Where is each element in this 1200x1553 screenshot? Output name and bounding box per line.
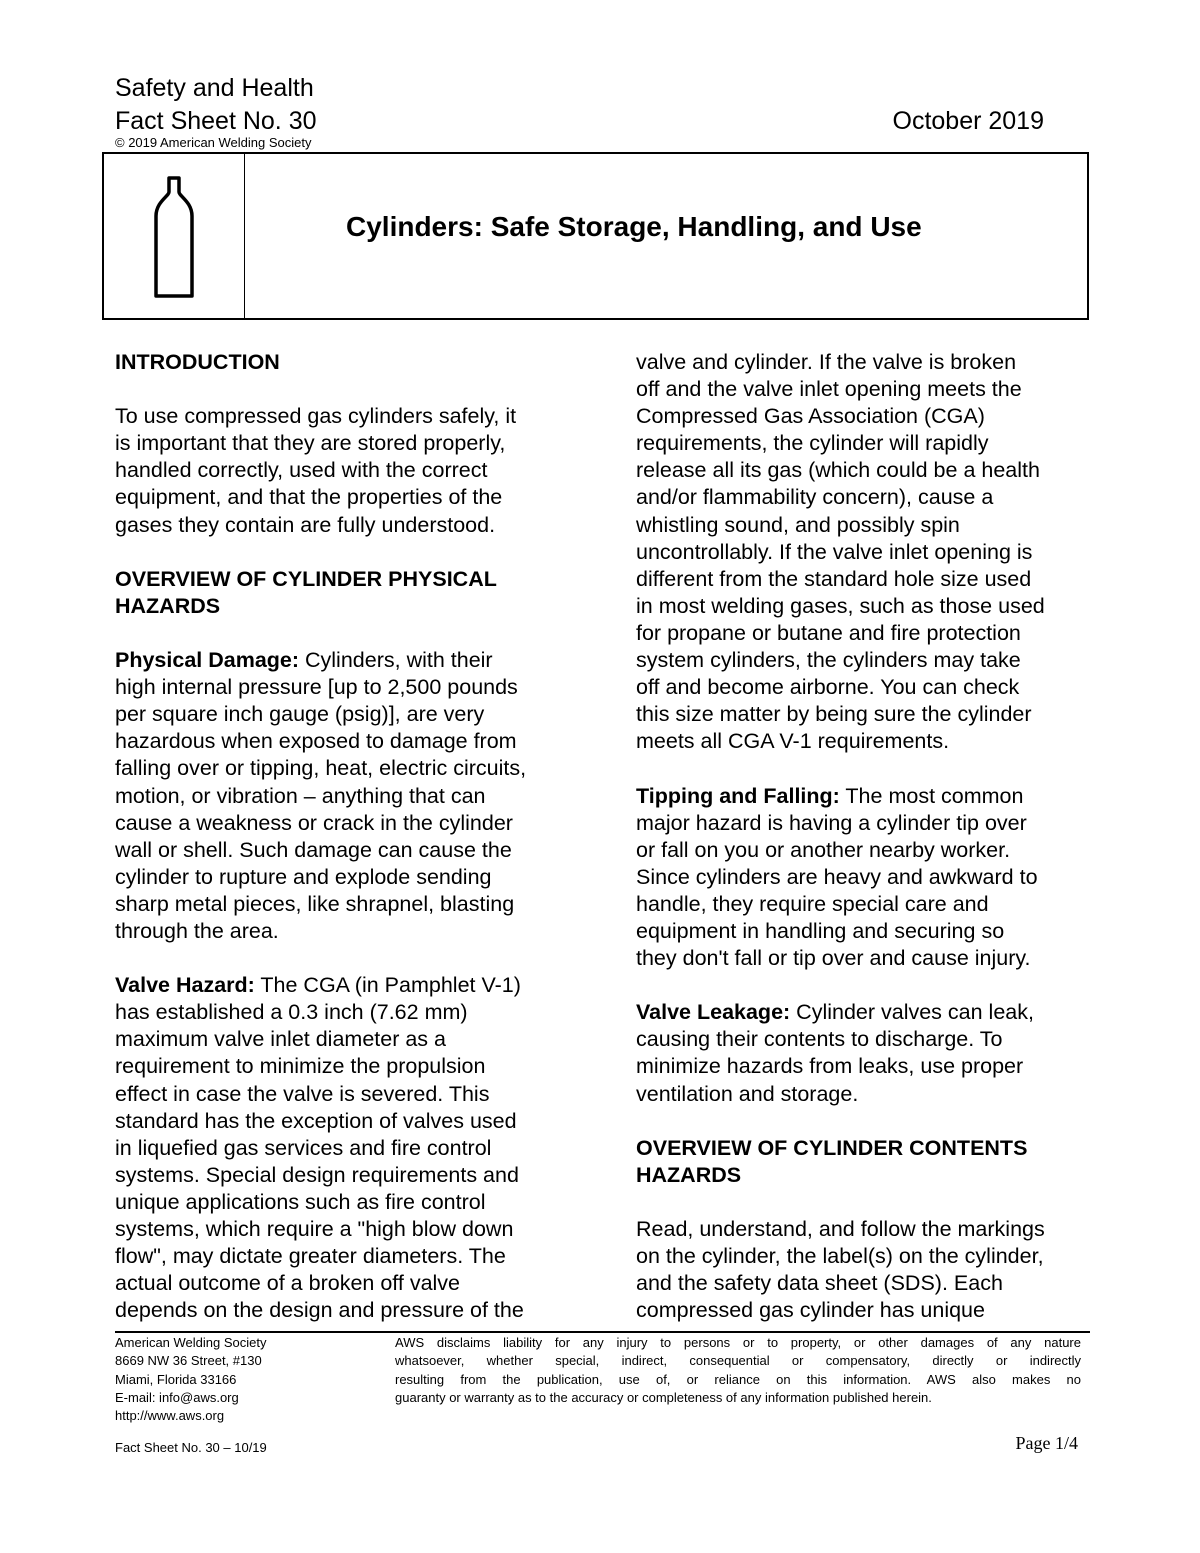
heading-line: OVERVIEW OF CYLINDER PHYSICAL (115, 566, 497, 591)
email-line: E-mail: info@aws.org (115, 1389, 239, 1405)
text-run: Cylinder valves can leak, (790, 1000, 1034, 1025)
footer-rule (115, 1331, 1090, 1333)
text-line: requirements, the cylinder will rapidly (636, 431, 989, 456)
text-line: has established a 0.3 inch (7.62 mm) (115, 1000, 468, 1025)
intro-heading (115, 349, 575, 376)
text-line: compressed gas cylinder has unique (636, 1298, 985, 1323)
text-line: requirement to minimize the propulsion (115, 1054, 486, 1079)
text-line: valve and cylinder. If the valve is broken (636, 350, 1017, 374)
disclaimer-line: guaranty or warranty as to the accuracy or completeness of any information published herein. (395, 1389, 932, 1405)
title-box (102, 152, 1089, 320)
text-line: Compressed Gas Association (CGA) (636, 404, 985, 429)
text-line: off and become airborne. You can check (636, 675, 1020, 700)
text-run: The most common (839, 783, 1024, 808)
text-line: ventilation and storage. (636, 1081, 859, 1106)
copyright-notice: © 2019 American Welding Society (115, 135, 312, 150)
text-line (115, 972, 575, 999)
text-line: effect in case the valve is severed. This (115, 1081, 490, 1106)
contents-hazards-heading (636, 1135, 1096, 1189)
text-line: falling over or tipping, heat, electric circuits, (115, 756, 527, 781)
text-line: uncontrollably. If the valve inlet opening is (636, 539, 1033, 564)
text-line: release all its gas (which could be a health (636, 458, 1040, 483)
valve-leakage-paragraph (636, 999, 1096, 1107)
text-line: handle, they require special care and (636, 891, 989, 916)
text-line: per square inch gauge (psig)], are very (115, 702, 485, 727)
text-line: handled correctly, used with the correct (115, 458, 488, 483)
fact-sheet-id: Fact Sheet No. 30 – 10/19 (115, 1440, 267, 1455)
footer-address (115, 1334, 267, 1425)
text-line: through the area. (115, 918, 279, 943)
physical-damage-label: Physical Damage: (115, 648, 300, 673)
text-line: different from the standard hole size used (636, 566, 1032, 591)
text-line: flow", may dictate greater diameters. The (115, 1244, 506, 1269)
text-line: is important that they are stored properly, (115, 431, 506, 456)
intro-paragraph (115, 403, 575, 538)
text-line: and/or flammability concern), cause a (636, 485, 994, 510)
text-run: Cylinders, with their (299, 648, 493, 673)
text-line: actual outcome of a broken off valve (115, 1271, 461, 1296)
text-line: this size matter by being sure the cylinder (636, 702, 1032, 727)
text-line: they don't fall or tip over and cause injury. (636, 946, 1031, 971)
page-number: Page 1/4 (1015, 1433, 1078, 1453)
title-box-divider (244, 154, 245, 318)
text-line: off and the valve inlet opening meets the (636, 377, 1022, 402)
address-line: 8669 NW 36 Street, #130 (115, 1353, 262, 1369)
valve-leakage-label: Valve Leakage: (636, 1000, 791, 1025)
text-line: whistling sound, and possibly spin (636, 512, 960, 537)
contents-paragraph (636, 1216, 1096, 1324)
text-line: for propane or butane and fire protection (636, 620, 1021, 645)
text-line: To use compressed gas cylinders safely, it (115, 404, 517, 429)
text-line: unique applications such as fire control (115, 1189, 486, 1214)
disclaimer-line: resulting from the publication, use of, or reliance on this information. AWS also makes no (395, 1371, 1081, 1387)
document-category: Safety and Health (115, 74, 314, 102)
text-line: systems. Special design requirements and (115, 1162, 519, 1187)
text-line: meets all CGA V-1 requirements. (636, 729, 950, 754)
text-line (636, 999, 1096, 1026)
physical-damage-paragraph (115, 647, 575, 945)
text-line (636, 783, 1096, 810)
website-line: http://www.aws.org (115, 1408, 225, 1424)
text-line: and the safety data sheet (SDS). Each (636, 1271, 1003, 1296)
page-title: Cylinders: Safe Storage, Handling, and Use (346, 211, 922, 242)
address-line: Miami, Florida 33166 (115, 1371, 237, 1387)
text-line: equipment, and that the properties of the (115, 485, 503, 510)
heading-line: OVERVIEW OF CYLINDER CONTENTS (636, 1135, 1028, 1160)
address-line: American Welding Society (115, 1335, 267, 1350)
publication-date: October 2019 (892, 107, 1044, 135)
text-line: high internal pressure [up to 2,500 pounds (115, 675, 518, 700)
text-line: minimize hazards from leaks, use proper (636, 1054, 1024, 1079)
valve-hazard-paragraph (115, 972, 575, 1324)
text-line: cylinder to rupture and explode sending (115, 864, 492, 889)
text-line: in liquefied gas services and fire control (115, 1135, 492, 1160)
valve-hazard-label: Valve Hazard: (115, 973, 255, 998)
text-line (115, 647, 575, 674)
right-column (636, 349, 1096, 1324)
text-line: sharp metal pieces, like shrapnel, blasting (115, 891, 515, 916)
fact-sheet-number: Fact Sheet No. 30 (115, 107, 317, 135)
intro-heading-text: INTRODUCTION (115, 350, 280, 374)
text-line: causing their contents to discharge. To (636, 1027, 1003, 1052)
text-line: wall or shell. Such damage can cause the (115, 837, 512, 862)
text-line: Read, understand, and follow the markings (636, 1217, 1045, 1241)
text-line: hazardous when exposed to damage from (115, 729, 517, 754)
physical-hazards-heading (115, 566, 575, 620)
text-line: maximum valve inlet diameter as a (115, 1027, 446, 1052)
text-line: Since cylinders are heavy and awkward to (636, 864, 1038, 889)
text-line: equipment in handling and securing so (636, 918, 1005, 943)
tipping-label: Tipping and Falling: (636, 783, 840, 808)
disclaimer-line: whatsoever, whether special, indirect, consequential or compensatory, directly or indirectly (395, 1353, 1081, 1369)
text-line: cause a weakness or crack in the cylinder (115, 810, 513, 835)
tipping-paragraph (636, 783, 1096, 973)
text-line: systems, which require a "high blow down (115, 1217, 514, 1241)
text-line: major hazard is having a cylinder tip over (636, 810, 1027, 835)
text-line: motion, or vibration – anything that can (115, 783, 486, 808)
text-line: system cylinders, the cylinders may take (636, 648, 1021, 673)
heading-line: HAZARDS (115, 593, 221, 618)
text-line: gases they contain are fully understood. (115, 512, 496, 537)
text-line: standard has the exception of valves used (115, 1108, 517, 1133)
text-line: on the cylinder, the label(s) on the cylinder, (636, 1244, 1044, 1269)
text-line: depends on the design and pressure of the (115, 1298, 524, 1323)
heading-line: HAZARDS (636, 1162, 742, 1187)
gas-cylinder-icon (152, 176, 196, 300)
disclaimer-line: AWS disclaims liability for any injury to persons or to property, or other damages of any nature (395, 1335, 1081, 1350)
text-line: in most welding gases, such as those used (636, 593, 1045, 618)
text-line: or fall on you or another nearby worker. (636, 837, 1011, 862)
text-run: The CGA (in Pamphlet V-1) (254, 973, 521, 998)
valve-hazard-continued (636, 349, 1096, 755)
footer-disclaimer (395, 1334, 1081, 1407)
left-column (115, 349, 575, 1324)
